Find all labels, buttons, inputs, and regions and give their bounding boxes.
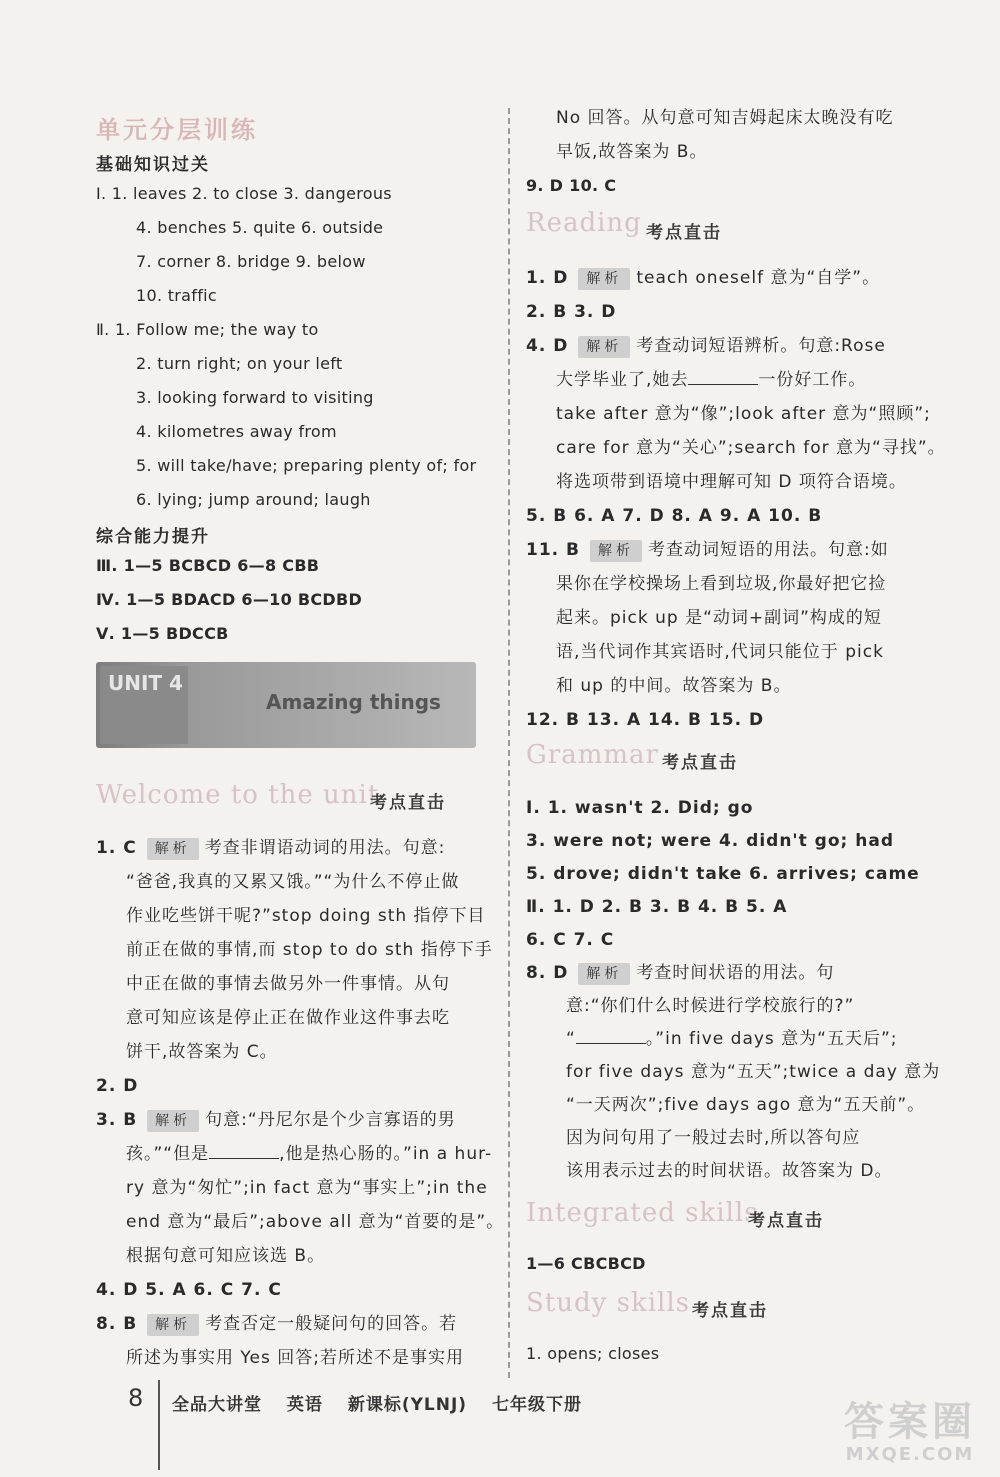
watermark — [835, 1400, 985, 1472]
answer-number: 5. drove; didn't take 6. arrives; came — [526, 864, 920, 884]
reading-section-title: Reading — [526, 208, 642, 238]
answer-line — [526, 710, 764, 730]
answer-number: 4. D — [526, 336, 569, 356]
answer-line — [526, 864, 920, 884]
answer-number: 12. B 13. A 14. B 15. D — [526, 710, 765, 730]
fill-blank — [576, 1029, 646, 1044]
answer-line — [556, 642, 884, 662]
answer-line — [126, 1246, 325, 1266]
line-text: ry 意为“匆忙”;in fact 意为“事实上”;in the — [126, 1178, 488, 1198]
answer-line — [566, 1062, 940, 1082]
answer-line — [566, 1095, 925, 1115]
footer-rule — [158, 1380, 160, 1470]
answer-line — [96, 1110, 456, 1132]
answer-line — [96, 838, 445, 860]
line-text: 考查非谓语动词的用法。句意: — [204, 838, 446, 858]
analysis-badge: 解析 — [590, 540, 642, 562]
grade-name: 七年级下册 — [492, 1395, 582, 1415]
answer-line — [556, 676, 791, 696]
answer-line — [526, 897, 787, 917]
answer-line — [126, 1008, 450, 1028]
subject-name: 英语 — [286, 1395, 323, 1415]
grammar-section-title: Grammar — [526, 740, 659, 770]
answer-line — [126, 974, 450, 994]
answer-number: Ⅱ. 1. D 2. B 3. B 4. B 5. A — [526, 897, 788, 917]
line-text: 句意:“丹尼尔是个少言寡语的男 — [205, 1110, 456, 1130]
line-text: 将选项带到语境中理解可知 D 项符合语境。 — [556, 472, 907, 492]
line-text: for five days 意为“五天”;twice a day 意为 — [566, 1062, 941, 1082]
analysis-badge: 解析 — [147, 1110, 199, 1132]
line-text: 作业吃些饼干呢?”stop doing sth 指停下目 — [126, 906, 486, 926]
fill-blank — [688, 370, 758, 385]
integrated-answer: 1—6 CBCBCD — [526, 1254, 646, 1273]
answer-line — [566, 1161, 893, 1181]
line-text: 根据句意可知应该选 B。 — [126, 1246, 326, 1266]
answer-number: 6. C 7. C — [526, 930, 615, 950]
answer-number: 8. D — [526, 963, 569, 983]
line-text: teach oneself 意为“自学”。 — [636, 268, 881, 288]
line-text: 起来。pick up 是“动词+副词”构成的短 — [556, 608, 882, 628]
answer-line — [556, 608, 882, 628]
answer-line — [96, 1076, 138, 1096]
analysis-badge: 解析 — [578, 268, 630, 290]
answer-line — [526, 540, 889, 562]
footer-info — [172, 1390, 600, 1415]
integrated-section-tag: 考点直击 — [748, 1211, 824, 1231]
answer-number: 4. D 5. A 6. C 7. C — [96, 1280, 282, 1300]
line-text: “ — [566, 1029, 576, 1049]
answer-line — [566, 996, 854, 1016]
unit-practice-title: 单元分层训练 — [96, 116, 258, 144]
line-text: 饼干,故答案为 C。 — [126, 1042, 278, 1062]
answer-line — [126, 1348, 464, 1368]
answer-line — [556, 472, 907, 492]
answer-line — [556, 370, 866, 390]
answer-line — [126, 872, 459, 892]
ability-line: Ⅳ. 1—5 BDACD 6—10 BCDBD — [96, 590, 363, 609]
basic-line: Ⅰ. 1. leaves 2. to close 3. dangerous — [96, 184, 392, 203]
line-text: 中正在做的事情去做另外一件事情。从句 — [126, 974, 450, 994]
line-text: 考查动词短语的用法。句意:如 — [648, 540, 889, 560]
welcome-section-tag: 考点直击 — [370, 793, 446, 813]
line-text: take after 意为“像”;look after 意为“照顾”; — [556, 404, 931, 424]
line-text: 所述为事实用 Yes 回答;若所述不是事实用 — [126, 1348, 464, 1368]
page-number: 8 — [128, 1384, 144, 1412]
ability-line: Ⅴ. 1—5 BDCCB — [96, 624, 229, 643]
study-answer: 1. opens; closes — [526, 1344, 660, 1363]
answer-line — [526, 506, 822, 526]
ability-line: Ⅲ. 1—5 BCBCD 6—8 CBB — [96, 556, 320, 575]
basic-line: 4. benches 5. quite 6. outside — [136, 218, 384, 237]
answer-number: 11. B — [526, 540, 580, 560]
column-divider — [508, 108, 510, 1378]
basic-line: 10. traffic — [136, 286, 217, 305]
answer-line — [556, 438, 946, 458]
answer-line — [126, 906, 486, 926]
continued-line: 早饭,故答案为 B。 — [556, 142, 708, 162]
answer-line — [566, 1029, 898, 1049]
continued-line: 9. D 10. C — [526, 176, 617, 195]
reading-section-tag: 考点直击 — [646, 223, 722, 243]
answer-line — [126, 1178, 488, 1198]
unit-title: Amazing things — [266, 690, 441, 714]
answer-line — [556, 404, 931, 424]
answer-number: 1. C — [96, 838, 137, 858]
answer-line — [526, 930, 614, 950]
study-section-title: Study skills — [526, 1288, 690, 1318]
line-text: 前正在做的事情,而 stop to do sth 指停下手 — [126, 940, 493, 960]
answer-number: Ⅰ. 1. wasn't 2. Did; go — [526, 798, 754, 818]
answer-line — [126, 1212, 504, 1232]
line-text: 意:“你们什么时候进行学校旅行的?” — [566, 996, 855, 1016]
welcome-section-title: Welcome to the unit — [96, 780, 380, 810]
answer-line — [126, 940, 493, 960]
fill-blank — [209, 1144, 279, 1159]
line-text: 考查否定一般疑问句的回答。若 — [205, 1314, 458, 1334]
line-text: 大学毕业了,她去 — [556, 370, 689, 390]
line-text: 和 up 的中间。故答案为 B。 — [556, 676, 792, 696]
answer-number: 1. D — [526, 268, 569, 288]
line-text: 该用表示过去的时间状语。故答案为 D。 — [566, 1161, 893, 1181]
basic-line: 7. corner 8. bridge 9. below — [136, 252, 366, 271]
answer-number: 2. D — [96, 1076, 139, 1096]
basic-line: 6. lying; jump around; laugh — [136, 490, 371, 509]
answer-number: 3. B — [96, 1110, 138, 1130]
series-name: 全品大讲堂 — [172, 1395, 262, 1415]
analysis-badge: 解析 — [147, 838, 199, 860]
answer-line — [126, 1144, 492, 1164]
answer-line — [526, 963, 834, 985]
analysis-badge: 解析 — [578, 336, 630, 358]
ability-heading: 综合能力提升 — [96, 527, 210, 547]
answer-line — [526, 831, 894, 851]
line-text: 考查动词短语辨析。句意:Rose — [636, 336, 886, 356]
watermark-url: MXQE.COM — [845, 1444, 975, 1465]
basic-line: Ⅱ. 1. Follow me; the way to — [96, 320, 319, 339]
analysis-badge: 解析 — [147, 1314, 199, 1336]
answer-number: 2. B 3. D — [526, 302, 617, 322]
line-text: 果你在学校操场上看到垃圾,你最好把它捡 — [556, 574, 887, 594]
line-text: end 意为“最后”;above all 意为“首要的是”。 — [126, 1212, 505, 1232]
answer-line — [526, 798, 753, 818]
answer-line — [526, 336, 886, 358]
unit-label: UNIT 4 — [100, 666, 188, 744]
line-text: 因为问句用了一般过去时,所以答句应 — [566, 1128, 861, 1148]
basic-line: 2. turn right; on your left — [136, 354, 343, 373]
watermark-logo-text: 答案圈 — [844, 1399, 976, 1445]
study-section-tag: 考点直击 — [692, 1301, 768, 1321]
line-text: 一份好工作。 — [758, 370, 867, 390]
edition-name: 新课标(YLNJ) — [347, 1395, 468, 1415]
basic-knowledge-heading: 基础知识过关 — [96, 155, 210, 175]
answer-line — [96, 1280, 282, 1300]
line-text: “一天两次”;five days ago 意为“五天前”。 — [566, 1095, 926, 1115]
answer-line — [556, 574, 886, 594]
line-text: 语,当代词作其宾语时,代词只能位于 pick — [556, 642, 884, 662]
line-text: ,他是热心肠的。”in a hur- — [279, 1144, 493, 1164]
answer-number: 3. were not; were 4. didn't go; had — [526, 831, 894, 851]
answer-line — [526, 302, 616, 322]
answer-line — [96, 1314, 457, 1336]
line-text: 。”in five days 意为“五天后”; — [645, 1029, 898, 1049]
unit-banner — [96, 662, 476, 748]
line-text: 考查时间状语的用法。句 — [636, 963, 835, 983]
answer-line — [526, 268, 880, 290]
basic-line: 3. looking forward to visiting — [136, 388, 374, 407]
basic-line: 4. kilometres away from — [136, 422, 337, 441]
basic-line: 5. will take/have; preparing plenty of; for — [136, 456, 477, 475]
answer-number: 8. B — [96, 1314, 138, 1334]
analysis-badge: 解析 — [578, 963, 630, 985]
integrated-section-title: Integrated skills — [526, 1198, 759, 1228]
answer-number: 5. B 6. A 7. D 8. A 9. A 10. B — [526, 506, 823, 526]
answer-line — [126, 1042, 278, 1062]
line-text: “爸爸,我真的又累又饿。”“为什么不停止做 — [126, 872, 460, 892]
line-text: care for 意为“关心”;search for 意为“寻找”。 — [556, 438, 946, 458]
continued-line: No 回答。从句意可知吉姆起床太晚没有吃 — [556, 108, 894, 128]
answer-line — [566, 1128, 860, 1148]
line-text: 意可知应该是停止正在做作业这件事去吃 — [126, 1008, 450, 1028]
line-text: 孩。”“但是 — [126, 1144, 210, 1164]
grammar-section-tag: 考点直击 — [662, 753, 738, 773]
